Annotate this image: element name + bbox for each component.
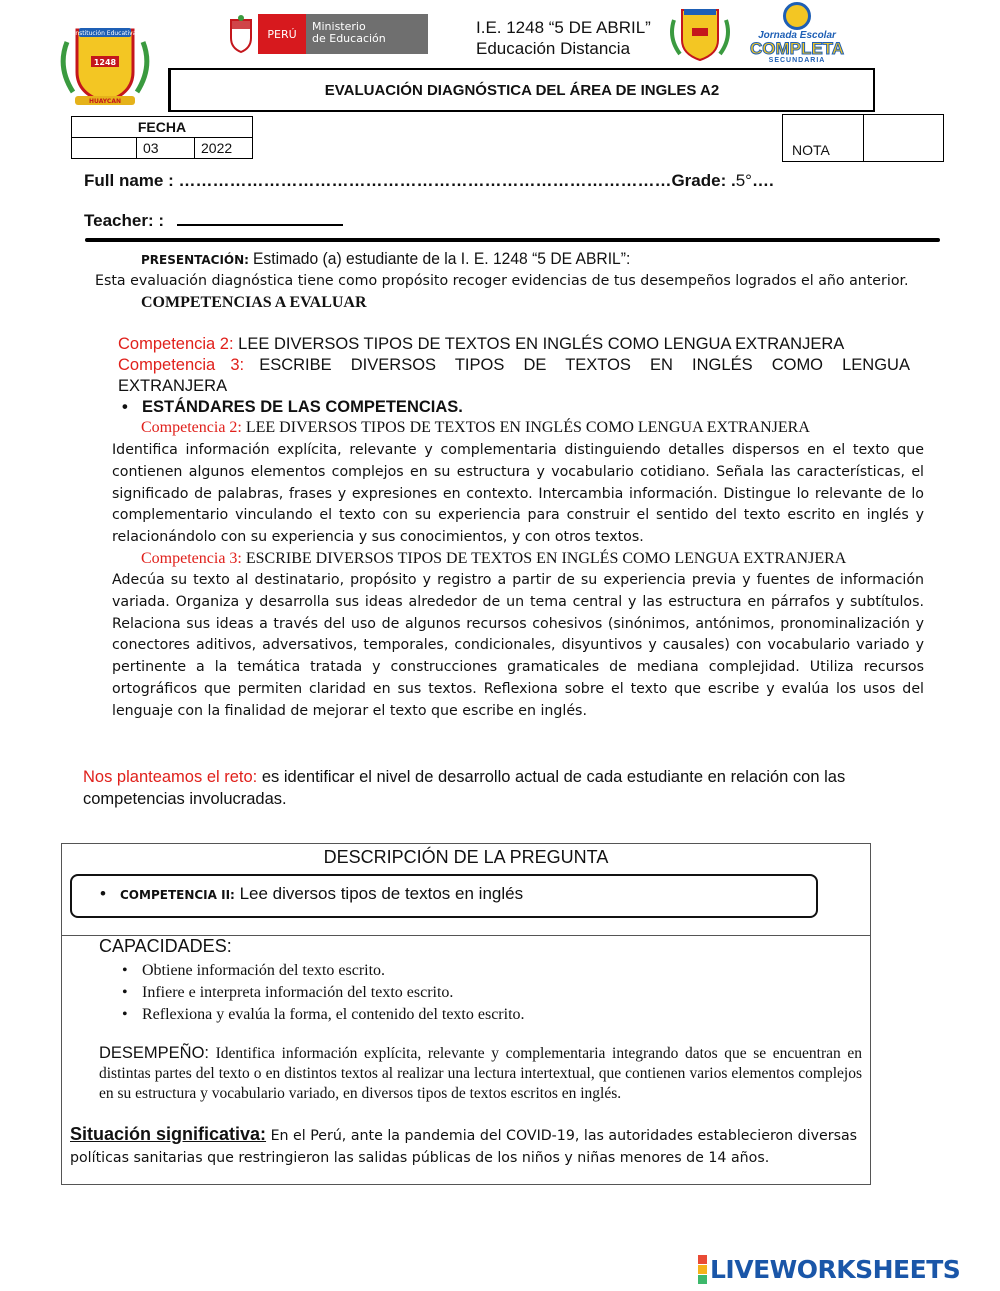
- competencia-3-line: [118, 355, 910, 376]
- presentacion-label: PRESENTACIÓN:: [141, 253, 249, 267]
- presentacion-purpose: Esta evaluación diagnóstica tiene como propósito recoger evidencias de tus desempeños logrados el año anterior.: [95, 273, 909, 289]
- reto-text: es identificar el nivel de desarrollo actual de cada estudiante en relación con las competencias involucradas.: [83, 768, 846, 808]
- nota-box: [782, 114, 944, 162]
- desempeno-text: Identifica información explícita, relevante y complementaria integrando datos que se encuentran en distintas partes del texto o en distintos textos al realizar una lectura intertextual, que contienen varios elementos complejos en su estructura y vocabulario variado, en diversos tipos de textos escritos en inglés.: [99, 1045, 862, 1102]
- competencia-3-text: ESCRIBE DIVERSOS TIPOS DE TEXTOS EN INGLÉS COMO LENGUA: [259, 356, 910, 374]
- capacidad-item: • Infiere e interpreta información del texto escrito.: [114, 982, 525, 1004]
- estandar-c3-body: Adecúa su texto al destinatario, propósito y registro a partir de su experiencia previa y fuentes de información variada. Organiza y desarrolla sus ideas alrededor de un tema central y las estructura en párrafos y subtítulos. Relaciona sus ideas a través del uso de algunos recursos cohesivos (sinónimos, antónimos, pronominalización y conectores aditivos, adversativos, temporales, condicionales, disyuntivos y causales) con vocabulario variado y pertinente a la temática tratada y construcciones gramaticales de mediana complejidad. Utiliza recursos ortográficos que permiten claridad en sus textos. Reflexiona sobre el texto que escribe y evalúa los usos del lenguaje con la finalidad de mejorar el texto que escribe en inglés.: [112, 572, 924, 719]
- competencia-2-line: [118, 334, 910, 355]
- clock-icon: [783, 2, 811, 30]
- estandar-c3-title: ESCRIBE DIVERSOS TIPOS DE TEXTOS EN INGLÉS COMO LENGUA EXTRANJERA: [245, 550, 847, 567]
- estandar-c2-title-line: [141, 419, 810, 437]
- descripcion-box: [61, 843, 871, 1185]
- school-line2: Educación Distancia: [476, 39, 631, 58]
- ministry-line1: Ministerio: [312, 20, 366, 33]
- jornada-line2: COMPLETA: [749, 39, 845, 58]
- fecha-day-cell[interactable]: [72, 138, 137, 159]
- estandares-bullet: [114, 398, 614, 417]
- capacidades-heading: CAPACIDADES:: [99, 936, 232, 956]
- jornada-line1: Jornada Escolar: [758, 30, 836, 41]
- descripcion-heading: DESCRIPCIÓN DE LA PREGUNTA: [323, 847, 609, 867]
- peru-label: PERÚ: [258, 14, 306, 54]
- fecha-label: FECHA: [72, 117, 253, 138]
- full-name-line: [84, 171, 774, 191]
- svg-text:HUAYCAN: HUAYCAN: [89, 98, 121, 105]
- nota-value-field[interactable]: [864, 115, 943, 161]
- liveworksheets-logo: [698, 1255, 960, 1284]
- teacher-line: [84, 210, 343, 231]
- competencia-2-text: LEE DIVERSOS TIPOS DE TEXTOS EN INGLÉS COMO LENGUA EXTRANJERA: [238, 335, 845, 353]
- situacion-text: En el Perú, ante la pandemia del COVID-19, las autoridades establecieron diversas políticas sanitarias que restringieron las salidas públicas de los niños y niñas menores de 14 años.: [70, 1128, 858, 1166]
- school-crest-small-logo: [668, 6, 732, 64]
- fecha-year-cell: 2022: [195, 138, 253, 159]
- nota-label: NOTA: [792, 142, 830, 158]
- reto-label: Nos planteamos el reto:: [83, 768, 258, 786]
- estandares-heading: • ESTÁNDARES DE LAS COMPETENCIAS.: [114, 398, 614, 417]
- competencia-pill-list: [92, 884, 523, 904]
- competencia-3-label: Competencia 3:: [118, 356, 245, 374]
- presentacion-text: Estimado (a) estudiante de la I. E. 1248 “5 DE ABRIL”:: [253, 249, 631, 268]
- competencias-list: [118, 334, 910, 397]
- svg-text:1248: 1248: [93, 58, 117, 67]
- estandar-c2-body: Identifica información explícita, relevante y complementaria distinguiendo detalles dispersos en el texto que contienen algunos elementos complejos en su estructura y vocabulario cotidiano. Señala las características, el significado de palabras, frases y expresiones en contexto. Intercambia información. Distingue lo relevante de lo complementario vinculando el texto con su experiencia para construir el sentido del texto escrito en inglés y relacionándolo con su experiencia y sus conocimientos, y con otros textos.: [112, 442, 924, 546]
- estandar-c2-label: Competencia 2:: [141, 419, 242, 436]
- capacidad-item: • Obtiene información del texto escrito.: [114, 960, 525, 982]
- page-title: EVALUACIÓN DIAGNÓSTICA DEL ÁREA DE INGLES A2: [168, 68, 875, 112]
- grade-value[interactable]: 5°: [735, 171, 752, 190]
- fecha-month-cell: 03: [137, 138, 195, 159]
- header-divider: [85, 238, 940, 242]
- estandar-c3-label: Competencia 3:: [141, 550, 242, 567]
- competencia-pill: [70, 874, 818, 918]
- peru-shield-icon: [226, 14, 256, 54]
- capacidad-item: • Reflexiona y evalúa la forma, el contenido del texto escrito.: [114, 1004, 525, 1026]
- competencia-3-text-cont: EXTRANJERA: [118, 377, 228, 395]
- fecha-table: [71, 116, 253, 159]
- competencia-ii-label: COMPETENCIA II:: [120, 888, 235, 902]
- ministry-label: [306, 14, 428, 54]
- competencia-pill-item: [92, 884, 523, 904]
- liveworksheets-brand: LIVEWORKSHEETS: [710, 1255, 961, 1284]
- competencias-heading: COMPETENCIAS A EVALUAR: [141, 294, 367, 311]
- estandar-c2-title: LEE DIVERSOS TIPOS DE TEXTOS EN INGLÉS COMO LENGUA EXTRANJERA: [245, 419, 810, 436]
- estandar-c3-title-line: [141, 550, 846, 568]
- desempeno-label: DESEMPEÑO:: [99, 1044, 210, 1062]
- competencia-ii-text: Lee diversos tipos de textos en inglés: [239, 884, 524, 903]
- presentacion-line: [141, 249, 664, 269]
- liveworksheets-icon: [698, 1255, 707, 1284]
- jornada-escolar-logo: [742, 2, 852, 62]
- desempeno-paragraph: [99, 1043, 862, 1104]
- situacion-label: Situación significativa:: [70, 1124, 267, 1144]
- svg-text:Institución Educativa: Institución Educativa: [73, 30, 137, 37]
- jornada-line3: SECUNDARIA: [768, 57, 826, 64]
- ministry-banner: [258, 14, 428, 54]
- ministry-line2: de Educación: [312, 32, 386, 45]
- situacion-paragraph: [70, 1123, 860, 1169]
- full-name-label: Full name : ……………………………………………………………………………Grade: .: [84, 171, 736, 190]
- capacidades-list: [114, 960, 525, 1026]
- competencia-2-label: Competencia 2:: [118, 335, 234, 353]
- school-line1: I.E. 1248 “5 DE ABRIL”: [476, 18, 651, 37]
- reto-paragraph: [83, 766, 923, 810]
- school-name: [476, 17, 651, 59]
- grade-suffix: ….: [751, 171, 774, 190]
- teacher-input-underline[interactable]: [177, 210, 343, 226]
- teacher-label: Teacher: :: [84, 211, 164, 230]
- school-crest-logo: [55, 22, 155, 108]
